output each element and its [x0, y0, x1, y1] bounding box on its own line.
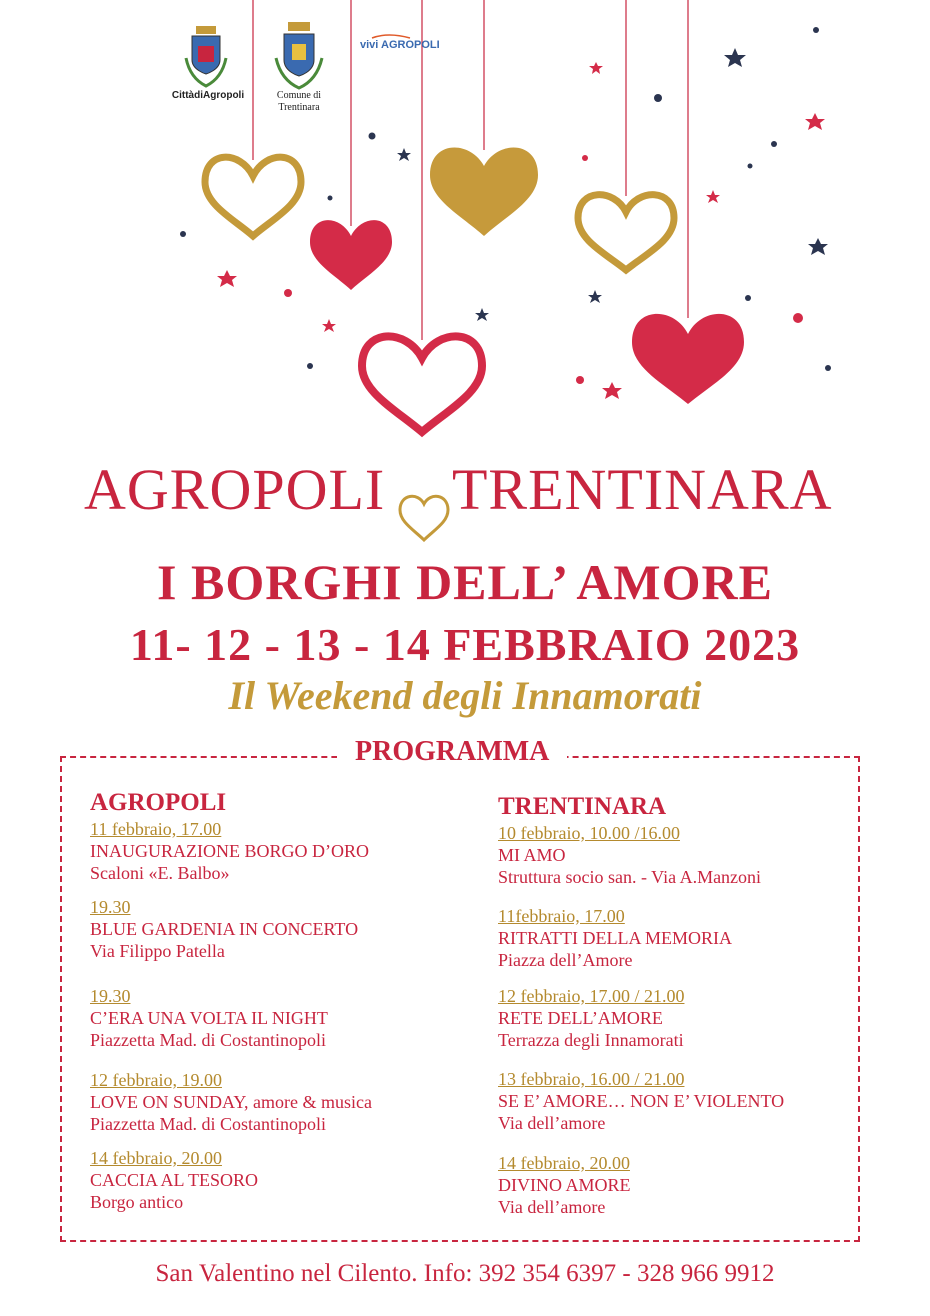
event-time: 10 febbraio, 10.00 /16.00 [498, 823, 680, 843]
event-place: Via Filippo Patella [90, 941, 225, 961]
heading-trentinara: TRENTINARA [452, 457, 833, 522]
event-tagline: Il Weekend degli Innamorati [228, 673, 702, 718]
event-name: RETE DELL’AMORE [498, 1008, 663, 1028]
red-outline-heart-icon [362, 336, 482, 432]
red-heart-icon [632, 314, 744, 404]
event-name: INAUGURAZIONE BORGO D’ORO [90, 841, 369, 861]
agropoli-logo-caption: CittàdiAgropoli [171, 90, 245, 101]
event-place: Piazza dell’Amore [498, 950, 633, 970]
red-heart-icon [310, 220, 392, 290]
event-name: SE E’ AMORE… NON E’ VIOLENTO [498, 1091, 785, 1111]
trentinara-program-column [498, 792, 848, 1217]
event-dates: 11- 12 - 13 - 14 FEBBRAIO 2023 [129, 619, 801, 670]
event-time: 19.30 [90, 897, 131, 917]
star-icon [588, 290, 602, 303]
list-item [498, 822, 761, 888]
agropoli-column-title: AGROPOLI [90, 789, 227, 816]
star-icon [322, 319, 336, 332]
star-icon [217, 270, 237, 287]
footer-info: San Valentino nel Cilento. Info: 392 354 6397 - 328 966 9912 [155, 1260, 775, 1287]
event-place: Via dell’amore [498, 1113, 606, 1133]
event-time: 14 febbraio, 20.00 [90, 1148, 222, 1168]
event-name: CACCIA AL TESORO [90, 1170, 259, 1190]
gold-outline-heart-icon [578, 195, 674, 270]
event-name: DIVINO AMORE [498, 1175, 631, 1195]
star-icon [805, 113, 825, 130]
event-place: Scaloni «E. Balbo» [90, 863, 230, 883]
event-place: Piazzetta Mad. di Costantinopoli [90, 1114, 326, 1134]
star-icon [475, 308, 489, 321]
svg-text:vivi AGROPOLI: vivi AGROPOLI [360, 39, 440, 51]
list-item [498, 985, 684, 1051]
event-time: 11 febbraio, 17.00 [90, 819, 222, 839]
event-place: Via dell’amore [498, 1197, 606, 1217]
list-item [498, 1152, 631, 1218]
agropoli-program-column [90, 788, 470, 1212]
star-icon [602, 382, 622, 399]
event-name: LOVE ON SUNDAY, amore & musica [90, 1092, 372, 1112]
hanging-hearts-decoration [0, 0, 930, 440]
trentinara-coat-of-arms-icon [276, 22, 322, 88]
heading-agropoli: AGROPOLI [84, 457, 386, 522]
event-name: BLUE GARDENIA IN CONCERTO [90, 919, 359, 939]
list-item [90, 985, 328, 1051]
event-name: C’ERA UNA VOLTA IL NIGHT [90, 1008, 328, 1028]
program-label: PROGRAMMA [337, 736, 567, 768]
star-icon [397, 148, 411, 161]
small-gold-heart-icon [396, 490, 452, 546]
star-icon [808, 238, 828, 255]
star-icon [724, 48, 746, 67]
list-item [90, 1069, 372, 1135]
event-place: Terrazza degli Innamorati [498, 1030, 684, 1050]
list-item [90, 818, 369, 884]
gold-heart-icon [430, 148, 538, 236]
list-item [90, 1147, 258, 1213]
star-icon [706, 190, 720, 203]
event-place: Borgo antico [90, 1192, 184, 1212]
event-time: 13 febbraio, 16.00 / 21.00 [498, 1069, 685, 1089]
star-icon [589, 62, 603, 74]
event-place: Piazzetta Mad. di Costantinopoli [90, 1030, 326, 1050]
event-name: RITRATTI DELLA MEMORIA [498, 928, 732, 948]
event-time: 14 febbraio, 20.00 [498, 1153, 630, 1173]
event-time: 11febbraio, 17.00 [498, 906, 625, 926]
gold-outline-heart-icon [205, 157, 301, 236]
event-time: 19.30 [90, 986, 131, 1006]
list-item [498, 905, 732, 971]
trentinara-column-title: TRENTINARA [498, 793, 667, 820]
event-time: 12 febbraio, 19.00 [90, 1070, 222, 1090]
trentinara-logo-caption: Comune di Trentinara [276, 90, 322, 113]
event-subtitle: I BORGHI DELL’ AMORE [157, 554, 773, 610]
event-time: 12 febbraio, 17.00 / 21.00 [498, 986, 685, 1006]
event-name: MI AMO [498, 845, 566, 865]
list-item [498, 1068, 784, 1134]
vivi-agropoli-logo-icon [358, 32, 440, 52]
agropoli-coat-of-arms-icon [186, 26, 226, 86]
event-place: Struttura socio san. - Via A.Manzoni [498, 867, 762, 887]
list-item [90, 896, 358, 962]
